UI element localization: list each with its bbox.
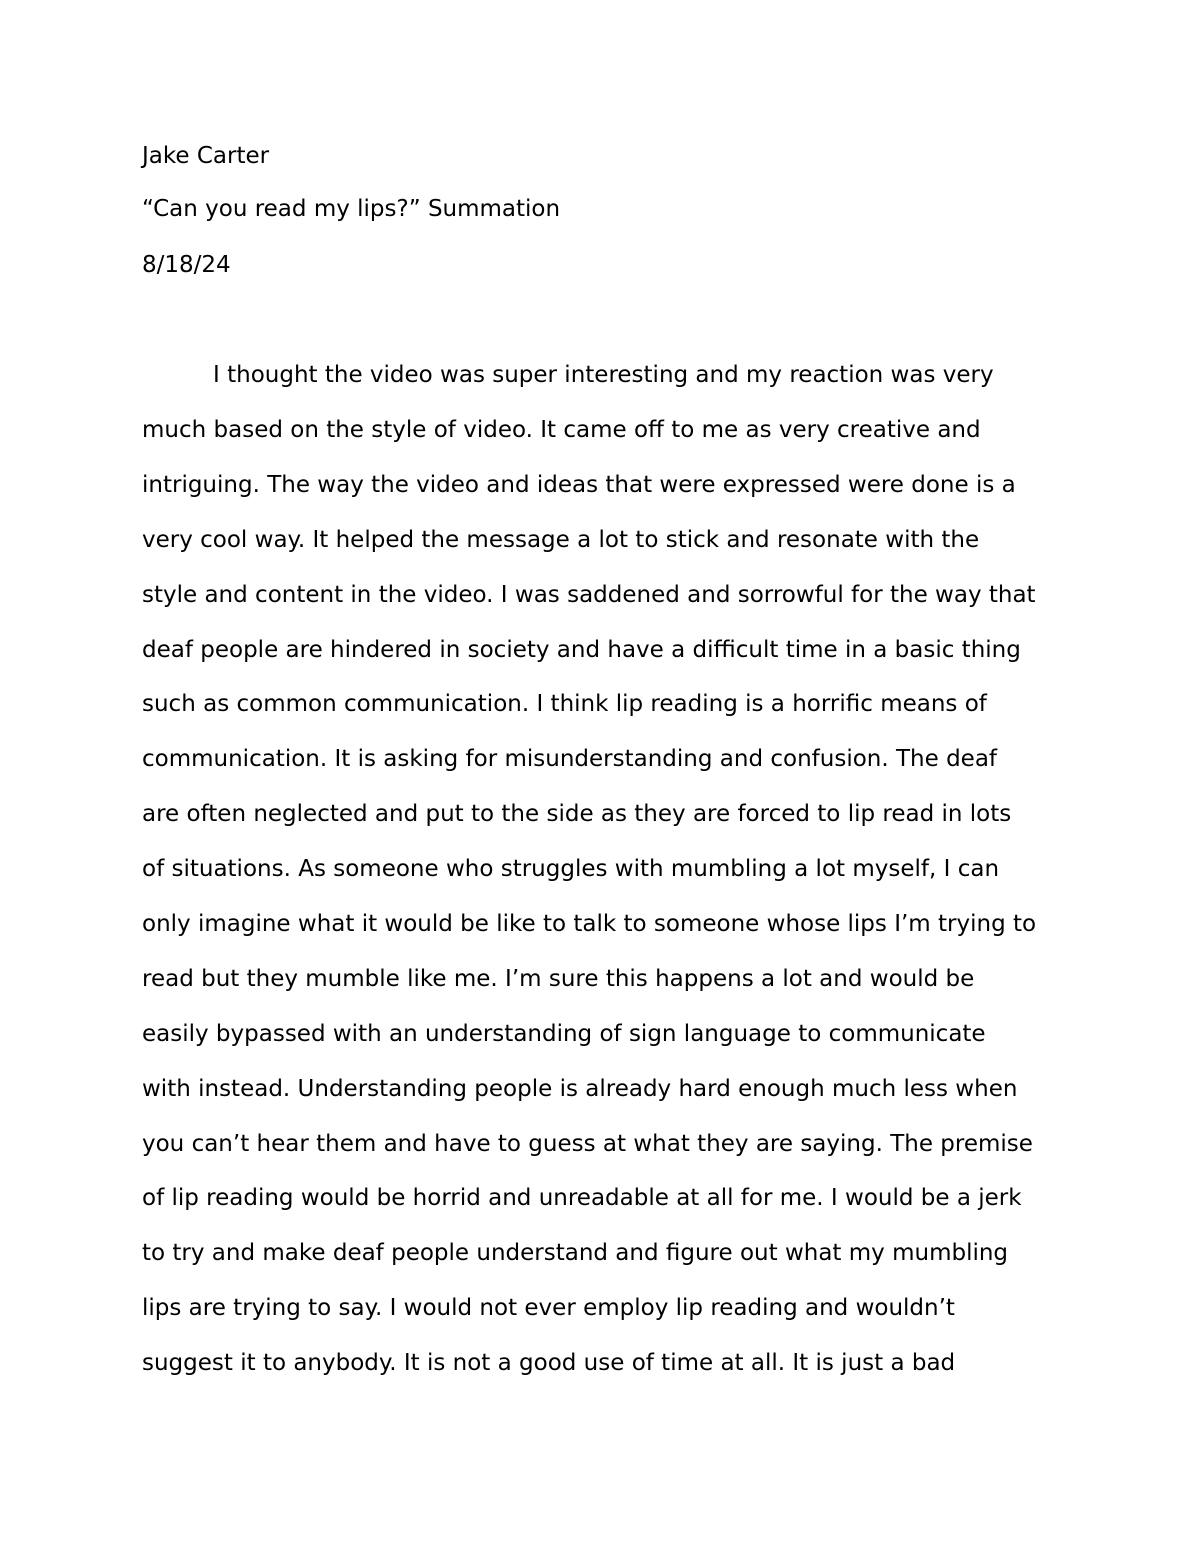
author-name: Jake Carter: [142, 143, 270, 169]
paragraph-line: such as common communication. I think lip reading is a horrific means of: [142, 691, 987, 717]
paragraph-line: only imagine what it would be like to talk to someone whose lips I’m trying to: [142, 911, 1037, 937]
paragraph-line: with instead. Understanding people is already hard enough much less when: [142, 1076, 1018, 1102]
paragraph-line: intriguing. The way the video and ideas that were expressed were done is a: [142, 472, 1016, 498]
paragraph-line: communication. It is asking for misunderstanding and confusion. The deaf: [142, 746, 998, 772]
paragraph-line: style and content in the video. I was saddened and sorrowful for the way that: [142, 582, 1036, 608]
paragraph-line: read but they mumble like me. I’m sure this happens a lot and would be: [142, 966, 975, 992]
paragraph-line: I thought the video was super interesting and my reaction was very: [213, 362, 994, 388]
document-date: 8/18/24: [142, 252, 231, 278]
paragraph-line: very cool way. It helped the message a lot to stick and resonate with the: [142, 527, 980, 553]
paragraph-line: easily bypassed with an understanding of sign language to communicate: [142, 1021, 986, 1047]
paragraph-line: of lip reading would be horrid and unreadable at all for me. I would be a jerk: [142, 1185, 1022, 1211]
paragraph-line: much based on the style of video. It came off to me as very creative and: [142, 417, 981, 443]
paragraph-line: you can’t hear them and have to guess at what they are saying. The premise: [142, 1131, 1033, 1157]
document-title: “Can you read my lips?” Summation: [142, 196, 561, 222]
paragraph-line: of situations. As someone who struggles with mumbling a lot myself, I can: [142, 856, 1000, 882]
paragraph-line: are often neglected and put to the side as they are forced to lip read in lots: [142, 801, 1012, 827]
paragraph-line: lips are trying to say. I would not ever employ lip reading and wouldn’t: [142, 1295, 955, 1321]
paragraph-line: suggest it to anybody. It is not a good use of time at all. It is just a bad: [142, 1350, 956, 1376]
paragraph-line: deaf people are hindered in society and have a difficult time in a basic thing: [142, 637, 1021, 663]
paragraph-line: to try and make deaf people understand and figure out what my mumbling: [142, 1240, 1009, 1266]
